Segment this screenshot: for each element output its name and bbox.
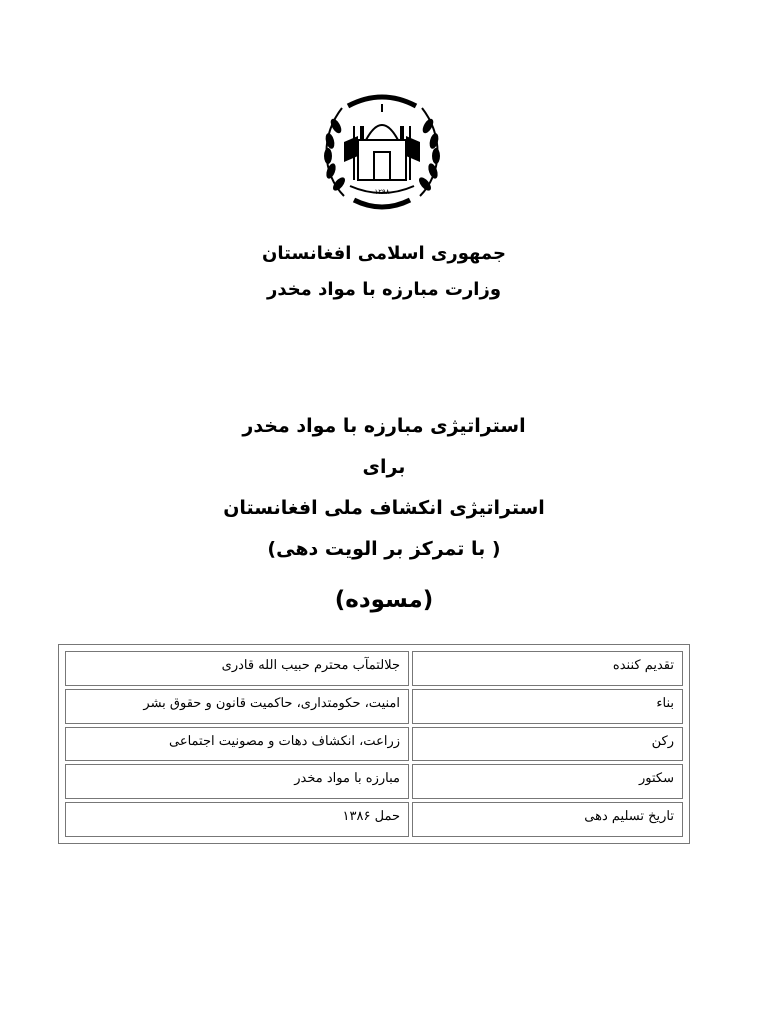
- table-row: [65, 651, 683, 686]
- row-label: تقدیم کننده: [412, 651, 683, 686]
- title-line-2: برای: [362, 456, 406, 478]
- row-label: بناء: [412, 689, 683, 724]
- row-label: رکن: [412, 727, 683, 762]
- title-line-4: ( با تمرکز بر الویت دهی): [267, 538, 501, 560]
- document-title: [0, 406, 768, 570]
- ministry-name: وزارت مبارزه با مواد مخدر: [266, 279, 502, 300]
- table-row: [65, 764, 683, 799]
- row-value: جلالتمآب محترم حبیب الله قادری: [65, 651, 409, 686]
- row-value: مبارزه با مواد مخدر: [65, 764, 409, 799]
- country-name: جمهوری اسلامی افغانستان: [262, 243, 506, 264]
- info-table: [58, 644, 690, 844]
- row-label: تاریخ تسلیم دهی: [412, 802, 683, 837]
- title-line-3: استراتیژی انکشاف ملی افغانستان: [223, 497, 545, 519]
- row-label: سکتور: [412, 764, 683, 799]
- table-row: [65, 689, 683, 724]
- table-row: [65, 727, 683, 762]
- draft-label: (مسوده): [334, 587, 434, 613]
- national-emblem: [314, 86, 450, 220]
- row-value: حمل ۱۳۸۶: [65, 802, 409, 837]
- emblem-year: ۱۲۹۸: [374, 188, 390, 196]
- row-value: امنیت، حکومتداری، حاکمیت قانون و حقوق بشر: [65, 689, 409, 724]
- row-value: زراعت، انکشاف دهات و مصونیت اجتماعی: [65, 727, 409, 762]
- header: [0, 236, 768, 308]
- emblem-icon: [314, 86, 450, 220]
- title-line-1: استراتیژی مبارزه با مواد مخدر: [242, 415, 526, 437]
- table-row: [65, 802, 683, 837]
